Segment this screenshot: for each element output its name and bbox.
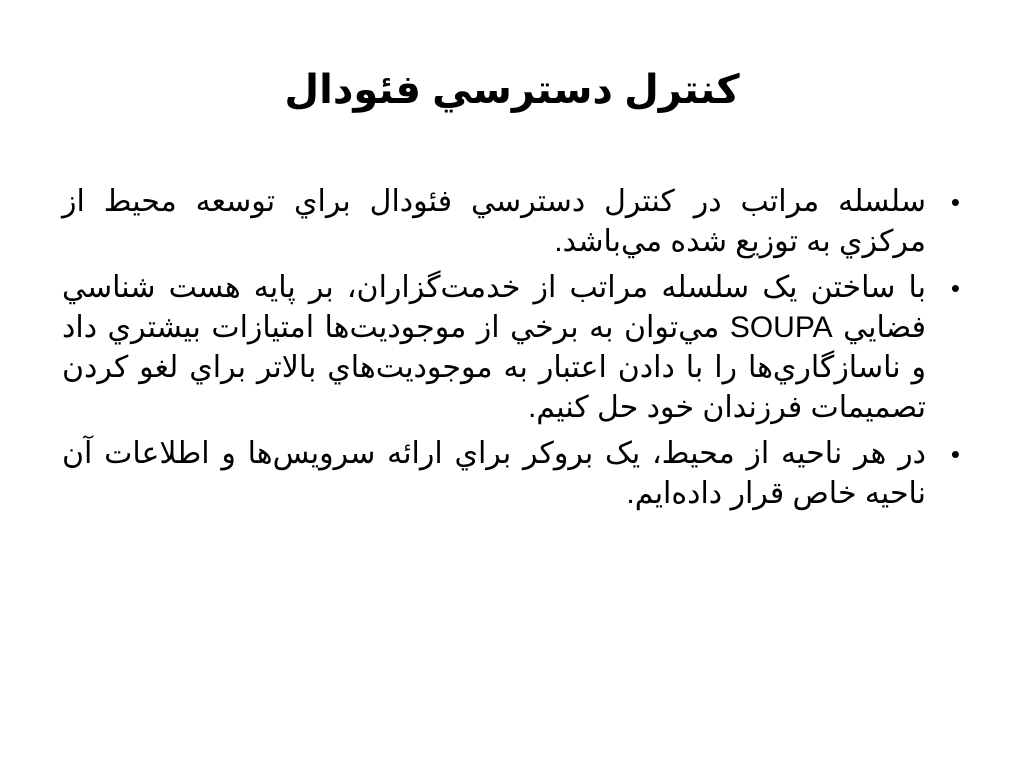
bullet-item [62,182,966,262]
bullet-icon: • [950,187,960,217]
bullet-icon: • [950,273,960,303]
bullet-icon: • [950,439,960,469]
slide-title: کنترل دسترسي فئودال [284,68,740,112]
bullet-text: با ساختن يک سلسله مراتب از خدمت‌گزاران، بر پايه هست شناسي فضايي SOUPA مي‌توان به برخي از موجوديت‌ها امتيازات بيشتري داد و ناسازگاري‌ها را با دادن اعتبار به موجوديت‌هاي بالاتر براي لغو کردن تصميمات فرزندان خود حل کنيم. [62,271,927,424]
bullet-text: سلسله مراتب در کنترل دسترسي فئودال براي توسعه محيط از مرکزي به توزيع شده مي‌باشد. [62,185,926,258]
bullet-item [62,434,966,514]
bullet-item [62,268,966,428]
bullet-list [62,182,966,520]
bullet-text: در هر ناحيه از محيط، يک بروکر براي ارائه سرويس‌ها و اطلاعات آن ناحيه خاص قرار داده‌ايم. [62,437,926,510]
